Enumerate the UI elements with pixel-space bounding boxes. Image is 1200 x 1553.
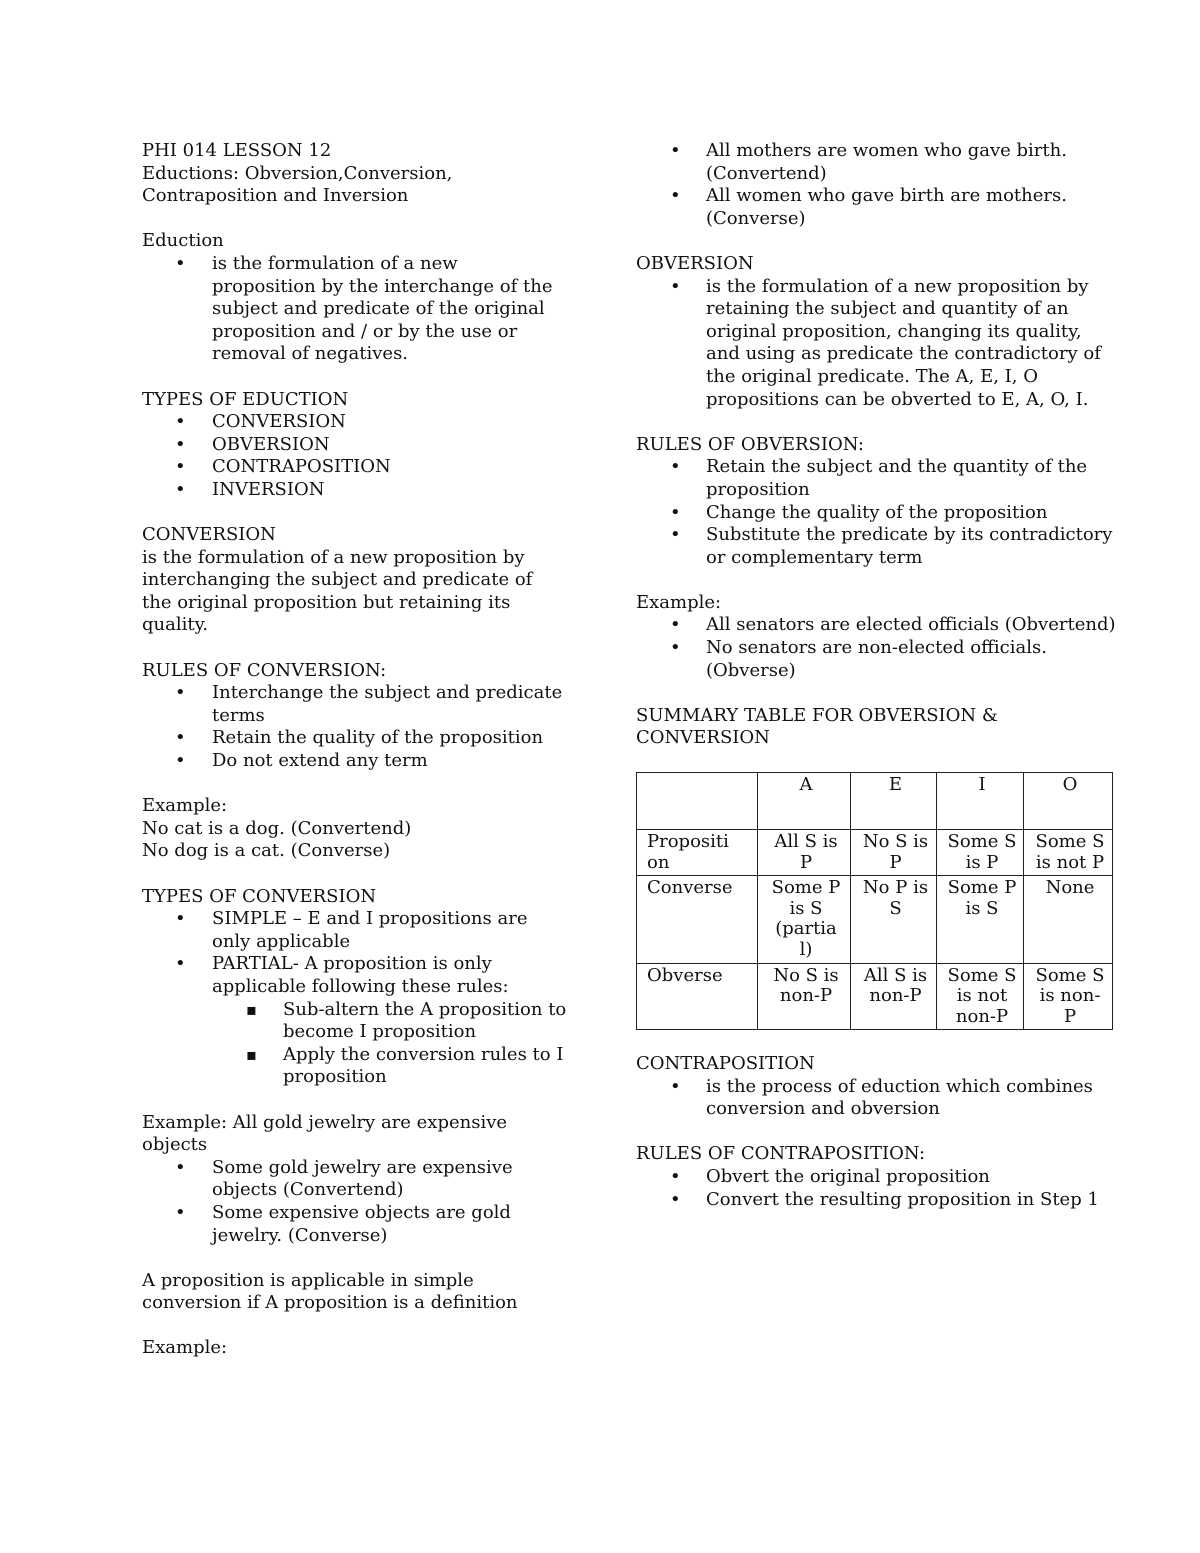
types-of-eduction-list [142, 411, 567, 501]
list-item: • PARTIAL- A proposition is only applicable following these rules: [142, 953, 567, 998]
list-item: • INVERSION [142, 479, 567, 502]
lesson-subtitle-line2: Contraposition and Inversion [142, 185, 409, 207]
partial-conversion-rules-list [142, 999, 567, 1089]
list-item: • Do not extend any term [142, 750, 567, 773]
table-cell: Some S is non-P [1024, 963, 1113, 1030]
table-row [637, 830, 1113, 876]
list-item: • is the formulation of a new proposition by retaining the subject and quantity of an original proposition, changing its quality, and using as predicate the contradictory of the original predicate. The A, E, I, O propositions can be obverted to E, A, O, I. [636, 276, 1116, 412]
example-label: Example: [142, 795, 228, 817]
table-header-cell: I [937, 773, 1024, 830]
example-label: Example: [142, 1337, 228, 1359]
table-cell: Some S is P [937, 830, 1024, 876]
table-row [637, 876, 1113, 963]
list-item: • Interchange the subject and predicate terms [142, 682, 567, 727]
list-item: • is the formulation of a new proposition by the interchange of the subject and predicate of the original proposition and / or by the use or removal of negatives. [142, 253, 567, 366]
list-item: • All senators are elected officials (Obvertend) [636, 614, 1116, 637]
list-item: • Convert the resulting proposition in Step 1 [636, 1189, 1116, 1212]
table-cell: Some P is S (partia l) [758, 876, 851, 963]
table-row-label: Propositi on [637, 830, 758, 876]
table-cell [637, 773, 758, 830]
eduction-heading: Eduction [142, 230, 224, 252]
rules-of-conversion-list [142, 682, 567, 772]
table-cell: Some P is S [937, 876, 1024, 963]
table-row-label: Converse [637, 876, 758, 963]
conversion-definition: is the formulation of a new proposition by interchanging the subject and predicate of the original proposition but retaining its quality. [142, 546, 533, 636]
contraposition-heading: CONTRAPOSITION [636, 1052, 815, 1074]
obversion-list [636, 276, 1116, 412]
table-cell: All S is non-P [851, 963, 937, 1030]
list-item: • Change the quality of the proposition [636, 502, 1116, 525]
list-item: • All women who gave birth are mothers. (Converse) [636, 185, 1116, 230]
list-item: ▪ Sub-altern the A proposition to become I proposition [142, 999, 567, 1044]
list-item: • OBVERSION [142, 434, 567, 457]
table-cell: No P is S [851, 876, 937, 963]
example-list [636, 140, 1116, 230]
summary-table [636, 772, 1113, 1030]
rules-of-obversion-list [636, 456, 1116, 569]
table-header-row [637, 773, 1113, 830]
table-cell: All S is P [758, 830, 851, 876]
list-item: • is the process of eduction which combines conversion and obversion [636, 1076, 1116, 1121]
simple-conversion-note: A proposition is applicable in simple conversion if A proposition is a definition [142, 1269, 518, 1314]
table-cell: Some S is not P [1024, 830, 1113, 876]
list-item: • CONVERSION [142, 411, 567, 434]
types-of-eduction-heading: TYPES OF EDUCTION [142, 388, 349, 410]
table-cell: None [1024, 876, 1113, 963]
list-item: • Retain the subject and the quantity of the proposition [636, 456, 1116, 501]
contraposition-list [636, 1076, 1116, 1121]
table-header-cell: E [851, 773, 937, 830]
lesson-title: PHI 014 LESSON 12 [142, 140, 332, 161]
conversion-heading: CONVERSION [142, 524, 276, 546]
list-item: • CONTRAPOSITION [142, 456, 567, 479]
right-column [636, 140, 1116, 1211]
list-item: ▪ Apply the conversion rules to I proposition [142, 1044, 567, 1089]
example-list [142, 1157, 567, 1247]
example-line: No dog is a cat. (Converse) [142, 840, 391, 862]
lesson-subtitle-line1: Eductions: Obversion,Conversion, [142, 162, 453, 184]
table-row-label: Obverse [637, 963, 758, 1030]
rules-of-contraposition-list [636, 1166, 1116, 1211]
table-cell: Some S is not non-P [937, 963, 1024, 1030]
rules-of-conversion-heading: RULES OF CONVERSION: [142, 659, 387, 681]
table-header-cell: A [758, 773, 851, 830]
types-of-conversion-heading: TYPES OF CONVERSION [142, 885, 377, 907]
table-row [637, 963, 1113, 1030]
types-of-conversion-list [142, 908, 567, 998]
table-cell: No S is P [851, 830, 937, 876]
example-list [636, 614, 1116, 682]
list-item: • Some expensive objects are gold jewelry. (Converse) [142, 1202, 567, 1247]
example-label: Example: [636, 591, 722, 613]
obversion-heading: OBVERSION [636, 252, 754, 274]
left-column [142, 140, 567, 1360]
summary-table-heading: SUMMARY TABLE FOR OBVERSION & CONVERSION [636, 704, 998, 749]
list-item: • Retain the quality of the proposition [142, 727, 567, 750]
list-item: • SIMPLE – E and I propositions are only applicable [142, 908, 567, 953]
table-cell: No S is non-P [758, 963, 851, 1030]
example-label: Example: All gold jewelry are expensive objects [142, 1111, 508, 1156]
list-item: • No senators are non-elected officials. (Obverse) [636, 637, 1116, 682]
rules-of-contraposition-heading: RULES OF CONTRAPOSITION: [636, 1143, 926, 1165]
list-item: • Substitute the predicate by its contradictory or complementary term [636, 524, 1116, 569]
list-item: • All mothers are women who gave birth. (Convertend) [636, 140, 1116, 185]
eduction-list [142, 253, 567, 366]
table-header-cell: O [1024, 773, 1113, 830]
list-item: • Some gold jewelry are expensive objects (Convertend) [142, 1157, 567, 1202]
example-line: No cat is a dog. (Convertend) [142, 817, 412, 839]
rules-of-obversion-heading: RULES OF OBVERSION: [636, 433, 864, 455]
list-item: • Obvert the original proposition [636, 1166, 1116, 1189]
